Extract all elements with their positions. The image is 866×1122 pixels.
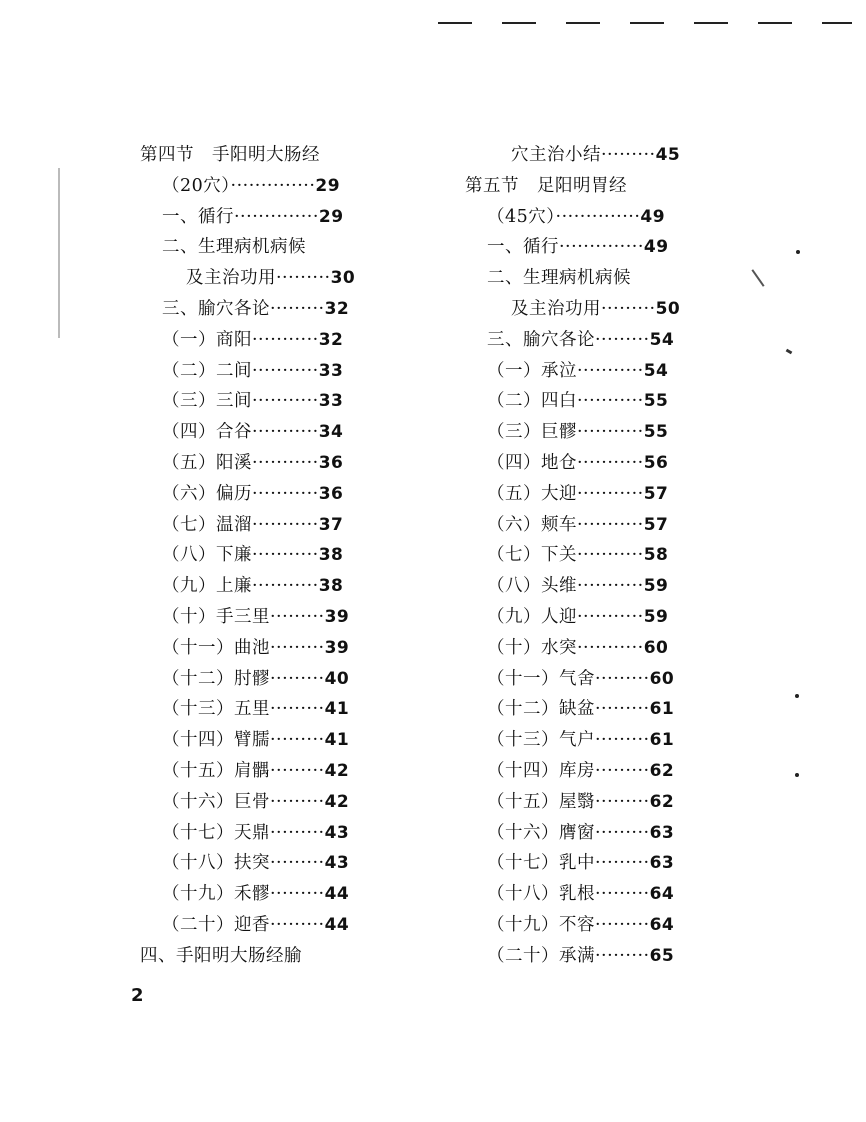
toc-entry-page: 42 (324, 760, 350, 781)
toc-entry-page: 54 (649, 329, 675, 350)
toc-entry-title: （十三）五里········· (162, 699, 325, 720)
toc-entry-title: （二十）承满········· (487, 945, 650, 966)
toc-entry-page: 50 (655, 298, 681, 319)
toc-entry-title: 三、腧穴各论········· (487, 329, 650, 350)
toc-entry (465, 694, 735, 725)
toc-entry-page: 43 (324, 853, 350, 874)
toc-left-column (140, 140, 410, 972)
toc-entry-title: （五）阳溪··········· (162, 452, 319, 473)
toc-entry (140, 941, 410, 972)
toc-entry (140, 356, 410, 387)
toc-entry-title: 及主治功用········· (511, 298, 656, 319)
toc-entry (465, 540, 735, 571)
toc-entry (465, 879, 735, 910)
toc-entry-page: 29 (318, 206, 344, 227)
toc-entry (140, 879, 410, 910)
toc-entry (140, 263, 410, 294)
toc-entry-page: 54 (643, 360, 669, 381)
toc-entry (140, 232, 410, 263)
toc-entry (465, 232, 735, 263)
toc-entry-page: 32 (324, 298, 350, 319)
toc-entry-title: （四）地仓··········· (487, 452, 644, 473)
toc-entry-page: 61 (649, 730, 675, 751)
toc-entry (140, 479, 410, 510)
toc-entry (465, 386, 735, 417)
toc-entry-title: （十）水突··········· (487, 637, 644, 658)
toc-entry (465, 910, 735, 941)
toc-entry (465, 140, 735, 171)
toc-entry-page: 44 (324, 884, 350, 905)
toc-entry (140, 602, 410, 633)
toc-entry-title: （九）人迎··········· (487, 606, 644, 627)
toc-entry-title: 一、循行·············· (487, 237, 644, 258)
toc-entry-page: 33 (318, 360, 344, 381)
toc-entry-page: 58 (643, 545, 669, 566)
toc-entry (140, 664, 410, 695)
header-rule (438, 22, 866, 26)
toc-entry-page: 38 (318, 545, 344, 566)
toc-entry-title: （八）下廉··········· (162, 545, 319, 566)
toc-entry-page: 36 (318, 452, 344, 473)
toc-entry-title: （五）大迎··········· (487, 483, 644, 504)
toc-entry-title: （十三）气户········· (487, 730, 650, 751)
toc-entry-page: 42 (324, 791, 350, 812)
toc-entry-page: 33 (318, 391, 344, 412)
toc-entry-title: （四）合谷··········· (162, 422, 319, 443)
toc-entry (140, 325, 410, 356)
toc-entry-title: 二、生理病机病候 (162, 237, 306, 258)
toc-entry-title: （十一）曲池········· (162, 637, 325, 658)
toc-entry-title: （六）偏历··········· (162, 483, 319, 504)
toc-entry-title: （二）二间··········· (162, 360, 319, 381)
toc-entry-title: （十九）不容········· (487, 914, 650, 935)
toc-entry-title: （十五）屋翳········· (487, 791, 650, 812)
page-number: 2 (131, 985, 144, 1006)
toc-entry (140, 386, 410, 417)
toc-entry-page: 61 (649, 699, 675, 720)
toc-entry-page: 38 (318, 576, 344, 597)
toc-entry-title: （十四）臂臑········· (162, 730, 325, 751)
toc-entry-title: （七）温溜··········· (162, 514, 319, 535)
toc-entry-title: （九）上廉··········· (162, 576, 319, 597)
toc-entry-page: 59 (643, 606, 669, 627)
toc-entry-title: （一）承泣··········· (487, 360, 644, 381)
toc-entry-title: 第四节 手阳明大肠经 (140, 145, 320, 165)
scan-speck (795, 773, 799, 777)
toc-entry-page: 64 (649, 884, 675, 905)
scan-speck (795, 694, 799, 698)
toc-entry (465, 510, 735, 541)
toc-entry (465, 787, 735, 818)
toc-entry-title: （十五）肩髃········· (162, 760, 325, 781)
toc-entry (140, 818, 410, 849)
toc-entry-title: 穴主治小结········· (511, 145, 656, 165)
toc-entry-title: （六）颊车··········· (487, 514, 644, 535)
toc-entry-title: （十七）天鼎········· (162, 822, 325, 843)
toc-entry-page: 39 (324, 637, 350, 658)
toc-entry-page: 56 (643, 452, 669, 473)
toc-entry-title: （三）三间··········· (162, 391, 319, 412)
toc-entry-title: （十一）气舍········· (487, 668, 650, 689)
toc-entry-page: 41 (324, 699, 350, 720)
toc-entry (465, 294, 735, 325)
toc-entry-page: 63 (649, 822, 675, 843)
toc-entry-title: （二）四白··········· (487, 391, 644, 412)
toc-entry-page: 43 (324, 822, 350, 843)
toc-entry (465, 756, 735, 787)
toc-entry-page: 45 (655, 145, 681, 165)
toc-entry-title: （十六）巨骨········· (162, 791, 325, 812)
toc-entry-page: 59 (643, 576, 669, 597)
toc-entry (140, 448, 410, 479)
toc-entry (140, 756, 410, 787)
toc-entry (465, 356, 735, 387)
toc-entry (465, 417, 735, 448)
toc-entry-title: 四、手阳明大肠经腧 (140, 945, 302, 966)
toc-entry-page: 30 (330, 268, 356, 289)
toc-entry (140, 417, 410, 448)
toc-entry-page: 64 (649, 914, 675, 935)
toc-entry-title: （十七）乳中········· (487, 853, 650, 874)
toc-entry (140, 633, 410, 664)
toc-entry-title: 二、生理病机病候 (487, 268, 631, 289)
toc-entry-title: 第五节 足阳明胃经 (465, 175, 627, 196)
scan-mark (786, 349, 793, 355)
toc-entry-page: 37 (318, 514, 344, 535)
toc-entry (140, 571, 410, 602)
toc-entry-page: 29 (315, 175, 341, 196)
toc-entry (465, 202, 735, 233)
toc-entry (140, 694, 410, 725)
toc-entry-page: 57 (643, 483, 669, 504)
toc-entry-page: 41 (324, 730, 350, 751)
toc-entry (140, 540, 410, 571)
toc-entry-page: 65 (649, 945, 675, 966)
toc-entry (140, 140, 410, 171)
toc-entry-title: （二十）迎香········· (162, 914, 325, 935)
toc-entry-page: 36 (318, 483, 344, 504)
toc-entry (465, 941, 735, 972)
scan-mark (58, 168, 60, 338)
toc-entry (465, 818, 735, 849)
toc-entry (465, 602, 735, 633)
toc-entry-page: 62 (649, 791, 675, 812)
toc-entry (465, 325, 735, 356)
toc-entry-title: （十八）扶突········· (162, 853, 325, 874)
toc-entry (465, 171, 735, 202)
toc-entry (140, 848, 410, 879)
toc-entry-title: （45穴）·············· (487, 206, 641, 227)
toc-entry-page: 57 (643, 514, 669, 535)
toc-entry-title: （七）下关··········· (487, 545, 644, 566)
toc-entry (140, 910, 410, 941)
toc-entry (465, 725, 735, 756)
toc-entry-page: 32 (318, 329, 344, 350)
toc-entry-title: （十六）膺窗········· (487, 822, 650, 843)
toc-entry (465, 479, 735, 510)
toc-entry-page: 60 (649, 668, 675, 689)
toc-entry-page: 55 (643, 391, 669, 412)
toc-entry-page: 49 (643, 237, 669, 258)
toc-entry-title: （十九）禾髎········· (162, 884, 325, 905)
toc-entry (140, 510, 410, 541)
toc-entry-page: 39 (324, 606, 350, 627)
toc-entry-title: （十）手三里········· (162, 606, 325, 627)
toc-entry (140, 171, 410, 202)
toc-entry-title: 三、腧穴各论········· (162, 298, 325, 319)
scan-mark (751, 269, 764, 287)
toc-entry (465, 448, 735, 479)
toc-entry-title: 及主治功用········· (186, 268, 331, 289)
toc-entry (140, 202, 410, 233)
toc-entry (140, 725, 410, 756)
toc-entry-title: （十八）乳根········· (487, 884, 650, 905)
toc-entry-title: （十四）库房········· (487, 760, 650, 781)
toc-entry (465, 263, 735, 294)
toc-right-column (465, 140, 735, 972)
toc-entry-title: （三）巨髎··········· (487, 422, 644, 443)
toc-entry-title: （一）商阳··········· (162, 329, 319, 350)
toc-entry-page: 60 (643, 637, 669, 658)
toc-entry-title: 一、循行·············· (162, 206, 319, 227)
toc-entry-page: 49 (640, 206, 666, 227)
toc-entry (140, 787, 410, 818)
toc-entry-page: 40 (324, 668, 350, 689)
toc-entry-title: （十二）缺盆········· (487, 699, 650, 720)
toc-entry (465, 664, 735, 695)
toc-entry-page: 55 (643, 422, 669, 443)
toc-entry-title: （20穴）·············· (162, 175, 316, 196)
scan-speck (796, 250, 800, 254)
toc-entry (140, 294, 410, 325)
toc-entry-page: 62 (649, 760, 675, 781)
toc-entry-title: （八）头维··········· (487, 576, 644, 597)
toc-entry-page: 34 (318, 422, 344, 443)
toc-entry-page: 44 (324, 914, 350, 935)
toc-entry (465, 848, 735, 879)
toc-entry-title: （十二）肘髎········· (162, 668, 325, 689)
toc-entry-page: 63 (649, 853, 675, 874)
toc-entry (465, 571, 735, 602)
toc-entry (465, 633, 735, 664)
